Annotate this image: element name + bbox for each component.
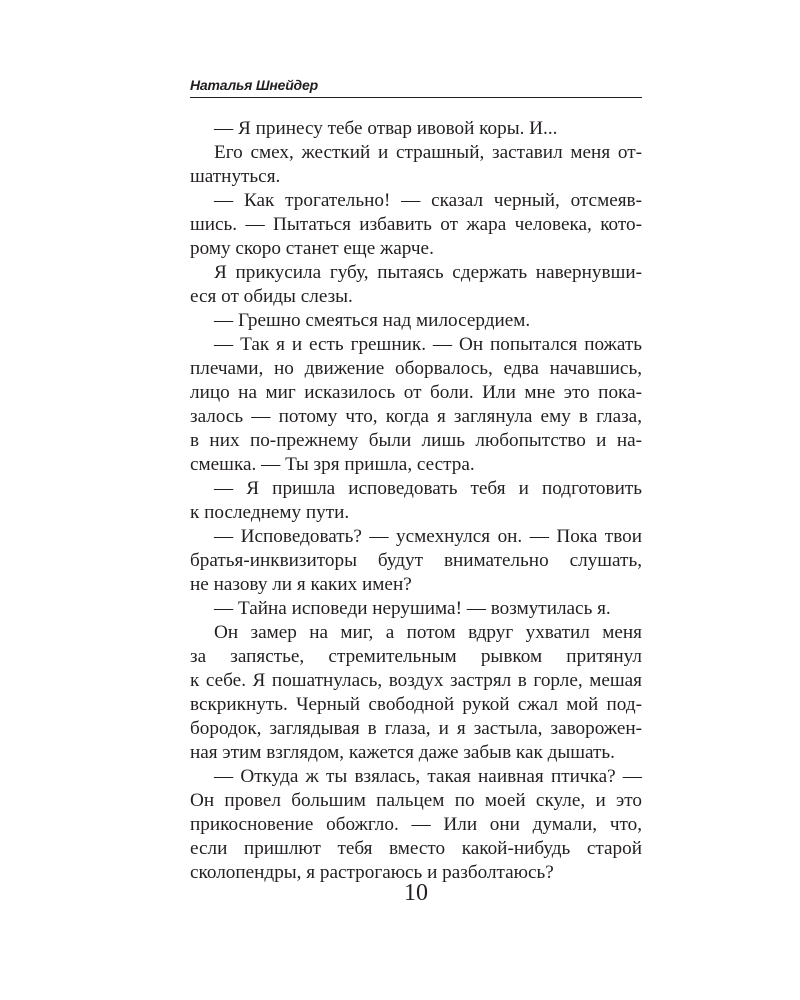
text-line: к себе. Я пошатнулась, воздух застрял в горле, мешая xyxy=(190,670,642,691)
text-line: смешка. — Ты зря пришла, сестра. xyxy=(190,454,475,475)
text-line: не назову ли я каких имен? xyxy=(190,574,412,595)
text-line: бородок, заглядывая в глаза, и я застыла, заворожен- xyxy=(190,718,642,739)
body-text xyxy=(190,117,642,885)
text-line: — Исповедовать? — усмехнулся он. — Пока твои xyxy=(214,526,642,547)
text-line: Я прикусила губу, пытаясь сдержать навернувши- xyxy=(214,262,642,283)
text-line: плечами, но движение оборвалось, едва начавшись, xyxy=(190,358,642,379)
text-line: залось — потому что, когда я заглянула ему в глаза, xyxy=(190,406,642,427)
running-head-author: Наталья Шнейдер xyxy=(190,77,318,93)
text-line: в них по-прежнему были лишь любопытство и на- xyxy=(190,430,642,451)
text-line: лицо на миг исказилось от боли. Или мне это пока- xyxy=(190,382,642,403)
text-line: сколопендры, я растрогаюсь и разболтаюсь? xyxy=(190,862,554,883)
text-line: — Так я и есть грешник. — Он попытался пожать xyxy=(214,334,642,355)
text-line: к последнему пути. xyxy=(190,502,350,523)
text-line: прикосновение обожгло. — Или они думали, что, xyxy=(190,814,642,835)
text-line: за запястье, стремительным рывком притянул xyxy=(190,646,642,667)
text-line: ная этим взглядом, кажется даже забыв как дышать. xyxy=(190,742,615,763)
text-line: Его смех, жесткий и страшный, заставил меня от- xyxy=(214,142,642,163)
text-line: — Грешно смеяться над милосердием. xyxy=(214,310,531,331)
text-line: если пришлют тебя вместо какой-нибудь старой xyxy=(190,838,642,859)
header-rule xyxy=(190,97,642,98)
text-line: — Откуда ж ты взялась, такая наивная птичка? — xyxy=(214,766,642,787)
text-line: братья-инквизиторы будут внимательно слушать, xyxy=(190,550,642,571)
text-line: Он замер на миг, а потом вдруг ухватил меня xyxy=(214,622,642,643)
text-line: еся от обиды слезы. xyxy=(190,286,353,307)
text-line: — Как трогательно! — сказал черный, отсмеяв- xyxy=(214,190,642,211)
text-line: — Я принесу тебе отвар ивовой коры. И... xyxy=(214,118,558,139)
text-line: Он провел большим пальцем по моей скуле, и это xyxy=(190,790,642,811)
text-line: — Тайна исповеди нерушима! — возмутилась я. xyxy=(214,598,611,619)
text-line: шись. — Пытаться избавить от жара человека, кото- xyxy=(190,214,642,235)
text-line: шатнуться. xyxy=(190,166,281,187)
page-number: 10 xyxy=(404,880,428,906)
text-line: вскрикнуть. Черный свободной рукой сжал мой под- xyxy=(190,694,642,715)
text-line: рому скоро станет еще жарче. xyxy=(190,238,434,259)
text-line: — Я пришла исповедовать тебя и подготовить xyxy=(214,478,642,499)
